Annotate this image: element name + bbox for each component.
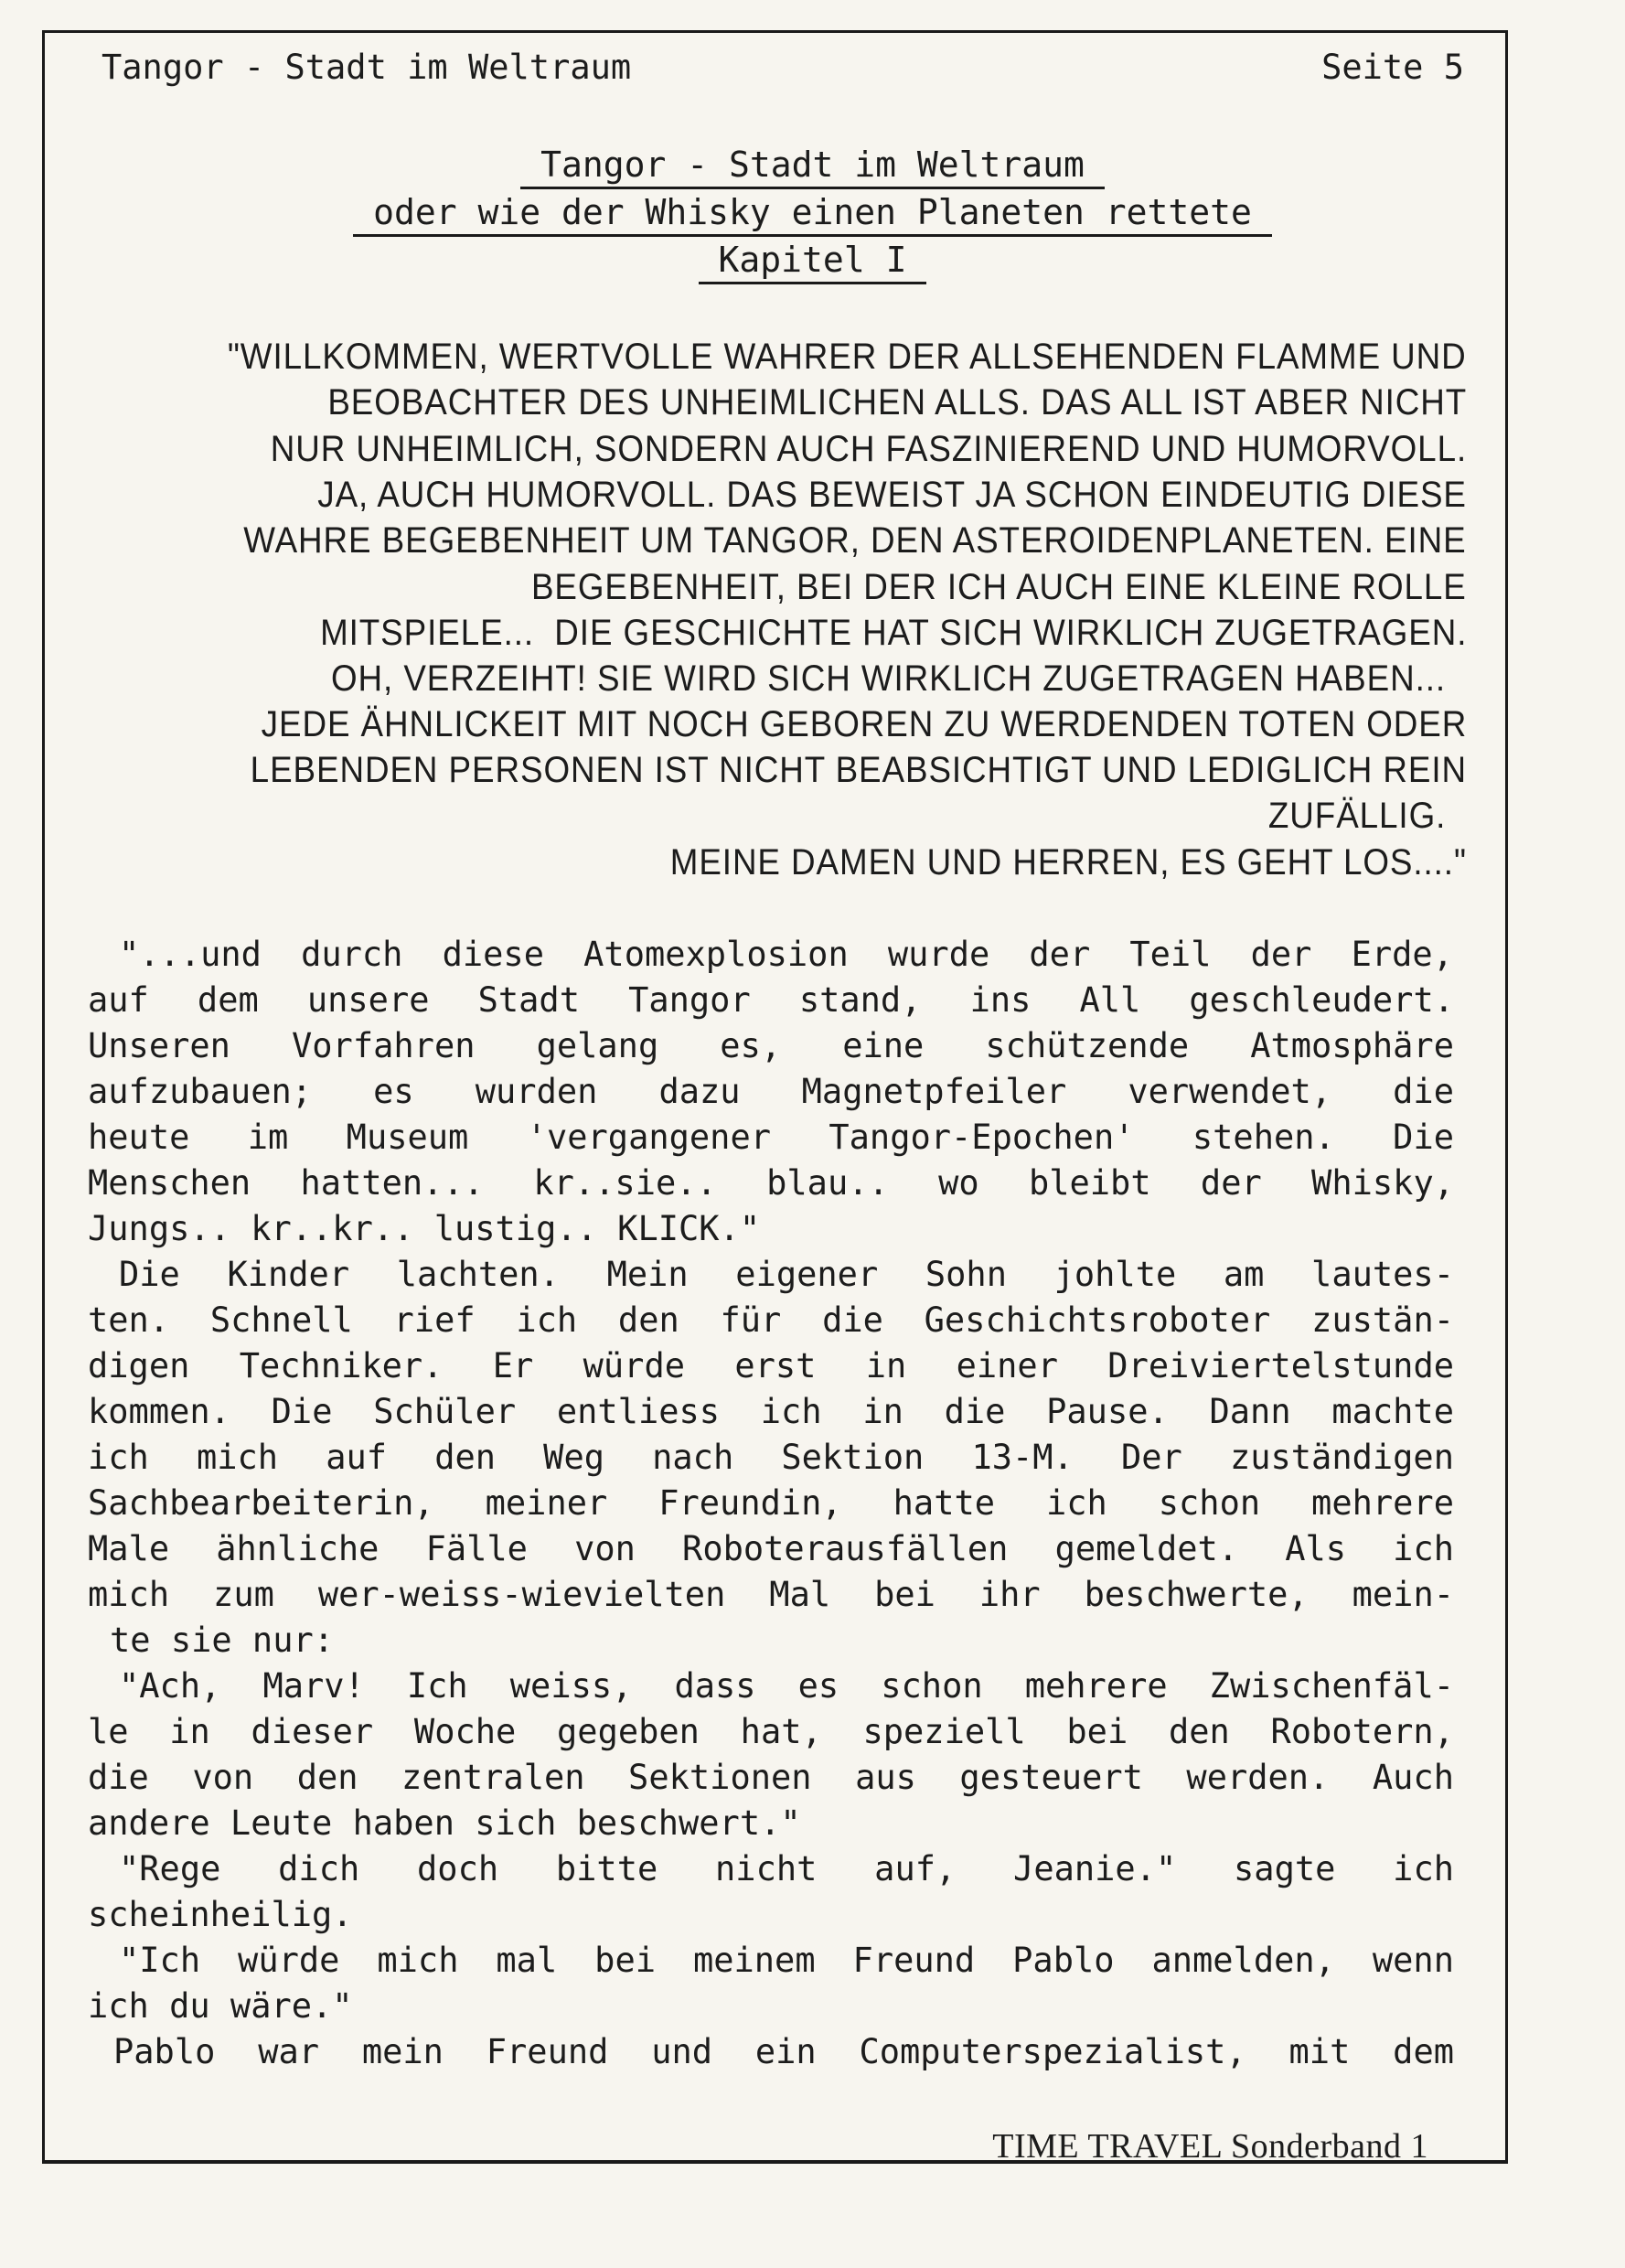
prologue-line: BEGEBENHEIT, BEI DER ICH AUCH EINE KLEINE ROLLE	[531, 567, 1467, 607]
story-title	[0, 144, 1625, 189]
prologue-line: MITSPIELE... DIE GESCHICHTE HAT SICH WIRKLICH ZUGETRAGEN.	[319, 613, 1467, 653]
body-line: aufzubauen; es wurden dazu Magnetpfeiler verwendet, die	[88, 1072, 1454, 1111]
body-line: kommen. Die Schüler entliess ich in die Pause. Dann machte	[88, 1392, 1454, 1431]
prologue-line: ZUFÄLLIG.	[1267, 796, 1446, 836]
story-subtitle	[0, 192, 1625, 237]
body-line: andere Leute haben sich beschwert."	[88, 1803, 801, 1843]
body-line: Die Kinder lachten. Mein eigener Sohn johlte am lautes-	[119, 1255, 1454, 1294]
body-line: "...und durch diese Atomexplosion wurde der Teil der Erde,	[119, 935, 1453, 974]
prologue-line: MEINE DAMEN UND HERREN, ES GEHT LOS...."	[669, 842, 1467, 883]
body-line: scheinheilig.	[88, 1895, 353, 1934]
prologue-line: JEDE ÄHNLICKEIT MIT NOCH GEBOREN ZU WERDENDEN TOTEN ODER	[261, 704, 1467, 744]
body-line: auf dem unsere Stadt Tangor stand, ins All geschleudert.	[88, 980, 1454, 1020]
page-number: Seite 5	[1321, 48, 1464, 87]
body-line: "Ich würde mich mal bei meinem Freund Pablo anmelden, wenn	[119, 1941, 1454, 1980]
body-line: ich du wäre."	[88, 1986, 353, 2026]
prologue-line: BEOBACHTER DES UNHEIMLICHEN ALLS. DAS ALL IST ABER NICHT	[327, 382, 1467, 423]
prologue-line: NUR UNHEIMLICH, SONDERN AUCH FASZINIEREND UND HUMORVOLL.	[270, 429, 1467, 469]
body-line: Pablo war mein Freund und ein Computerspezialist, mit dem	[113, 2032, 1454, 2071]
prologue-line: WAHRE BEGEBENHEIT UM TANGOR, DEN ASTEROIDENPLANETEN. EINE	[243, 520, 1467, 561]
body-line: ten. Schnell rief ich den für die Geschichtsroboter zustän-	[88, 1300, 1454, 1340]
story-title-text: Tangor - Stadt im Weltraum	[520, 144, 1105, 189]
prologue-line: JA, AUCH HUMORVOLL. DAS BEWEIST JA SCHON EINDEUTIG DIESE	[317, 475, 1467, 515]
body-line: die von den zentralen Sektionen aus gesteuert werden. Auch	[88, 1758, 1454, 1797]
body-line: Male ähnliche Fälle von Roboterausfällen gemeldet. Als ich	[88, 1529, 1454, 1568]
running-header-title: Tangor - Stadt im Weltraum	[102, 48, 632, 87]
story-subtitle-text: oder wie der Whisky einen Planeten rettete	[353, 192, 1272, 237]
body-line: le in dieser Woche gegeben hat, speziell bei den Robotern,	[88, 1712, 1454, 1751]
body-line: Sachbearbeiterin, meiner Freundin, hatte ich schon mehrere	[88, 1483, 1454, 1523]
footer-publication: TIME TRAVEL Sonderband 1	[992, 2127, 1428, 2166]
prologue-line: "WILLKOMMEN, WERTVOLLE WAHRER DER ALLSEHENDEN FLAMME UND	[228, 337, 1467, 377]
body-line: digen Techniker. Er würde erst in einer Dreiviertelstunde	[88, 1346, 1454, 1385]
body-line: Jungs.. kr..kr.. lustig.. KLICK."	[88, 1209, 761, 1248]
chapter-heading-text: Kapitel I	[699, 240, 927, 284]
body-line: te sie nur:	[110, 1621, 335, 1660]
body-line: heute im Museum 'vergangener Tangor-Epochen' stehen. Die	[88, 1118, 1454, 1157]
body-line: "Rege dich doch bitte nicht auf, Jeanie." sagte ich	[119, 1849, 1454, 1888]
body-line: Unseren Vorfahren gelang es, eine schützende Atmosphäre	[88, 1026, 1454, 1065]
body-line: mich zum wer-weiss-wievielten Mal bei ihr beschwerte, mein-	[88, 1575, 1454, 1614]
body-line: Menschen hatten... kr..sie.. blau.. wo bleibt der Whisky,	[88, 1163, 1454, 1203]
prologue-line: OH, VERZEIHT! SIE WIRD SICH WIRKLICH ZUGETRAGEN HABEN...	[330, 658, 1446, 699]
prologue-line: LEBENDEN PERSONEN IST NICHT BEABSICHTIGT UND LEDIGLICH REIN	[250, 750, 1467, 790]
body-line: "Ach, Marv! Ich weiss, dass es schon mehrere Zwischenfäl-	[119, 1666, 1454, 1706]
chapter-heading	[0, 240, 1625, 284]
body-line: ich mich auf den Weg nach Sektion 13-M. Der zuständigen	[88, 1438, 1454, 1477]
